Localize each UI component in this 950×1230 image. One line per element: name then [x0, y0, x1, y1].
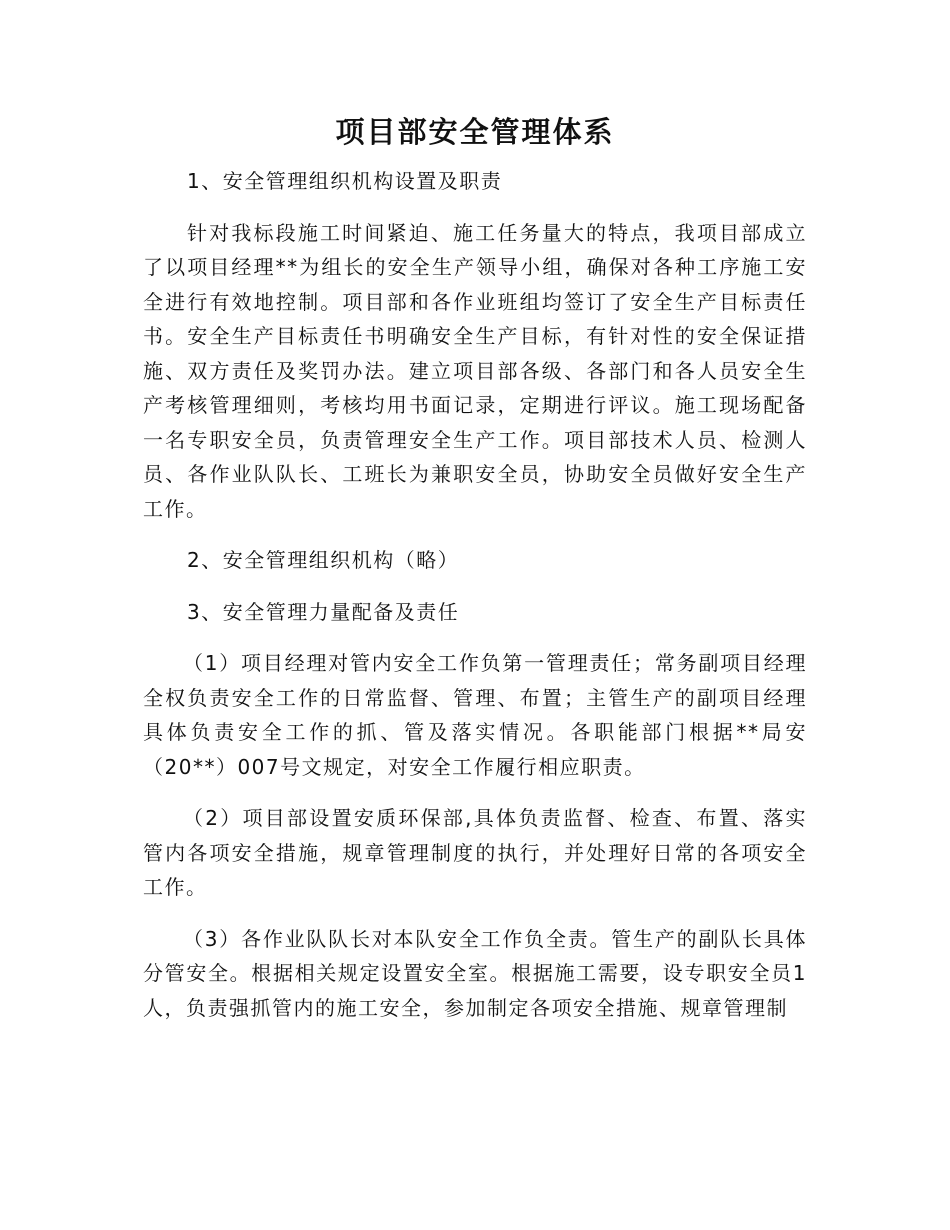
responsibility-item-1: （1）项目经理对管内安全工作负第一管理责任；常务副项目经理全权负责安全工作的日常监督、管理、布置；主管生产的副项目经理具体负责安全工作的抓、管及落实情况。各职能部门根据**局安（20**）007号文规定，对安全工作履行相应职责。	[143, 651, 807, 779]
responsibility-item-3: （3）各作业队队长对本队安全工作负全责。管生产的副队长具体分管安全。根据相关规定设置安全室。根据施工需要，设专职安全员1人，负责强抓管内的施工安全，参加制定各项安全措施、规章管理制	[143, 926, 807, 1020]
document-body	[143, 164, 807, 1025]
responsibility-item-2: （2）项目部设置安质环保部,具体负责监督、检查、布置、落实管内各项安全措施，规章管理制度的执行，并处理好日常的各项安全工作。	[143, 806, 807, 899]
section-heading-2: 2、安全管理组织机构（略）	[187, 548, 460, 572]
section-heading-1: 1、安全管理组织机构设置及职责	[187, 169, 503, 193]
section-heading-3: 3、安全管理力量配备及责任	[187, 599, 460, 624]
document-title: 项目部安全管理体系	[335, 115, 615, 149]
section-paragraph-1: 针对我标段施工时间紧迫、施工任务量大的特点，我项目部成立了以项目经理**为组长的安全生产领导小组，确保对各种工序施工安全进行有效地控制。项目部和各作业班组均签订了安全生产目标责任书。安全生产目标责任书明确安全生产目标，有针对性的安全保证措施、双方责任及奖罚办法。建立项目部各级、各部门和各人员安全生产考核管理细则，考核均用书面记录，定期进行评议。施工现场配备一名专职安全员，负责管理安全生产工作。项目部技术人员、检测人员、各作业队队长、工班长为兼职安全员，协助安全员做好安全生产工作。	[143, 220, 807, 521]
